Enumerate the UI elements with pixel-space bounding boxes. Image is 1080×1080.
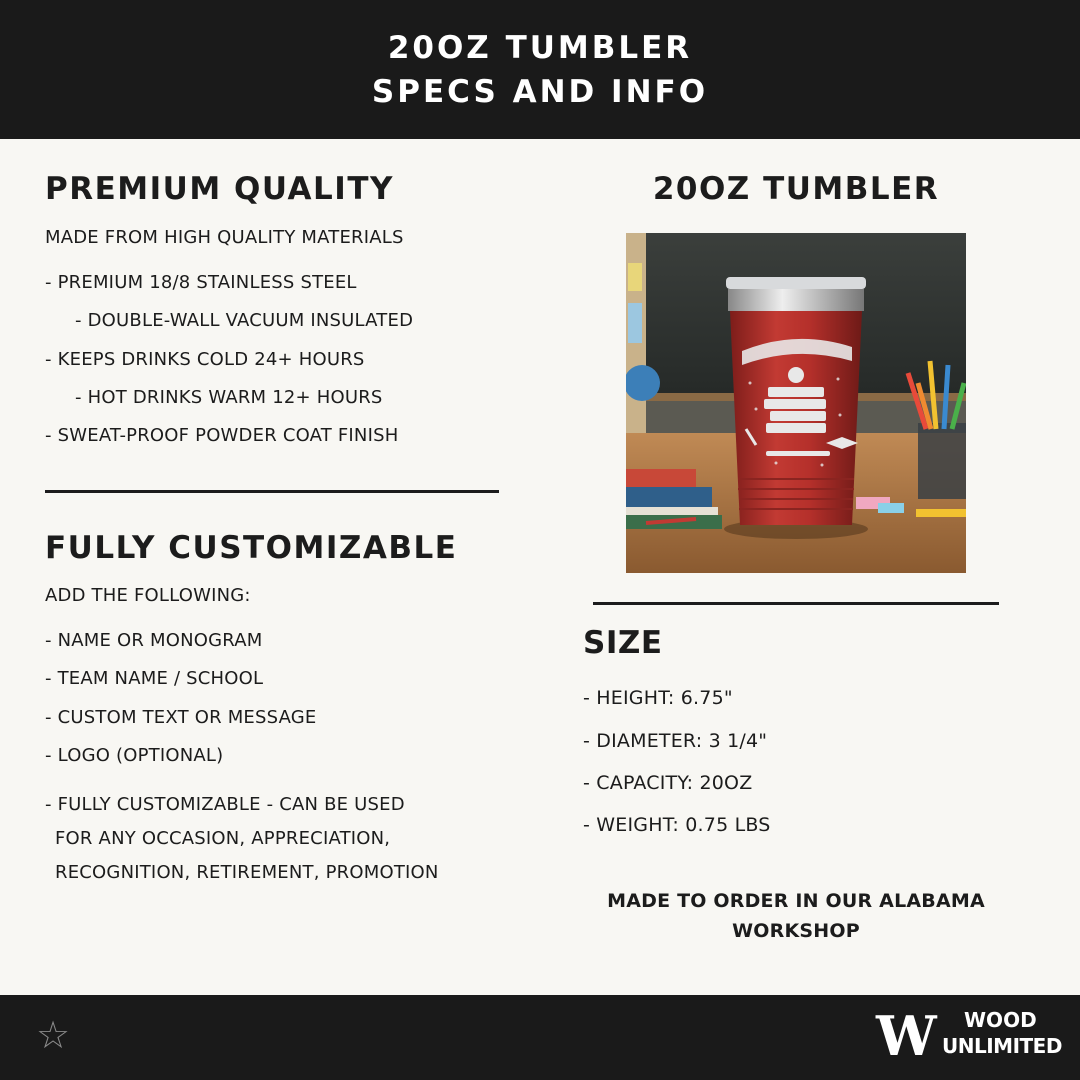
quality-item: - DOUBLE-WALL VACUUM INSULATED [75, 310, 414, 331]
fully-customizable-heading: FULLY CUSTOMIZABLE [45, 530, 458, 566]
custom-item: - LOGO (OPTIONAL) [45, 745, 224, 766]
custom-item: - NAME OR MONOGRAM [45, 630, 263, 651]
premium-quality-heading: PREMIUM QUALITY [45, 171, 394, 207]
section-divider [593, 602, 999, 605]
brand-logo [876, 1004, 1062, 1069]
quality-item: - SWEAT-PROOF POWDER COAT FINISH [45, 425, 399, 446]
custom-intro: ADD THE FOLLOWING: [45, 585, 251, 606]
logo-word-unlimited: UNLIMITED [942, 1034, 1062, 1058]
custom-note-line: RECOGNITION, RETIREMENT, PROMOTION [55, 862, 439, 883]
size-heading: SIZE [583, 625, 663, 661]
quality-item: - PREMIUM 18/8 STAINLESS STEEL [45, 272, 357, 293]
made-to-order-line1: MADE TO ORDER IN OUR ALABAMA [607, 890, 985, 912]
star-outline-icon: ☆ [36, 1013, 71, 1057]
header-title-line2: SPECS AND INFO [371, 73, 709, 110]
logo-word-wood: WOOD [964, 1008, 1037, 1032]
product-heading: 20OZ TUMBLER [652, 171, 940, 207]
header-title-line1: 20OZ TUMBLER [387, 29, 693, 66]
size-item: - DIAMETER: 3 1/4" [583, 730, 768, 752]
custom-item: - TEAM NAME / SCHOOL [45, 668, 264, 689]
quality-intro: MADE FROM HIGH QUALITY MATERIALS [45, 227, 404, 248]
footer-bar [0, 995, 1080, 1080]
size-item: - WEIGHT: 0.75 LBS [583, 814, 771, 836]
header-banner [0, 0, 1080, 139]
made-to-order-line2: WORKSHOP [732, 920, 860, 942]
custom-note-line: - FULLY CUSTOMIZABLE - CAN BE USED [45, 794, 405, 815]
custom-note-line: FOR ANY OCCASION, APPRECIATION, [55, 828, 391, 849]
size-item: - CAPACITY: 20OZ [583, 772, 753, 794]
quality-item: - HOT DRINKS WARM 12+ HOURS [75, 387, 383, 408]
section-divider [45, 490, 499, 493]
logo-mark: W [876, 1004, 923, 1068]
custom-item: - CUSTOM TEXT OR MESSAGE [45, 707, 317, 728]
product-photo [626, 233, 966, 573]
quality-item: - KEEPS DRINKS COLD 24+ HOURS [45, 349, 365, 370]
size-item: - HEIGHT: 6.75" [583, 687, 733, 709]
